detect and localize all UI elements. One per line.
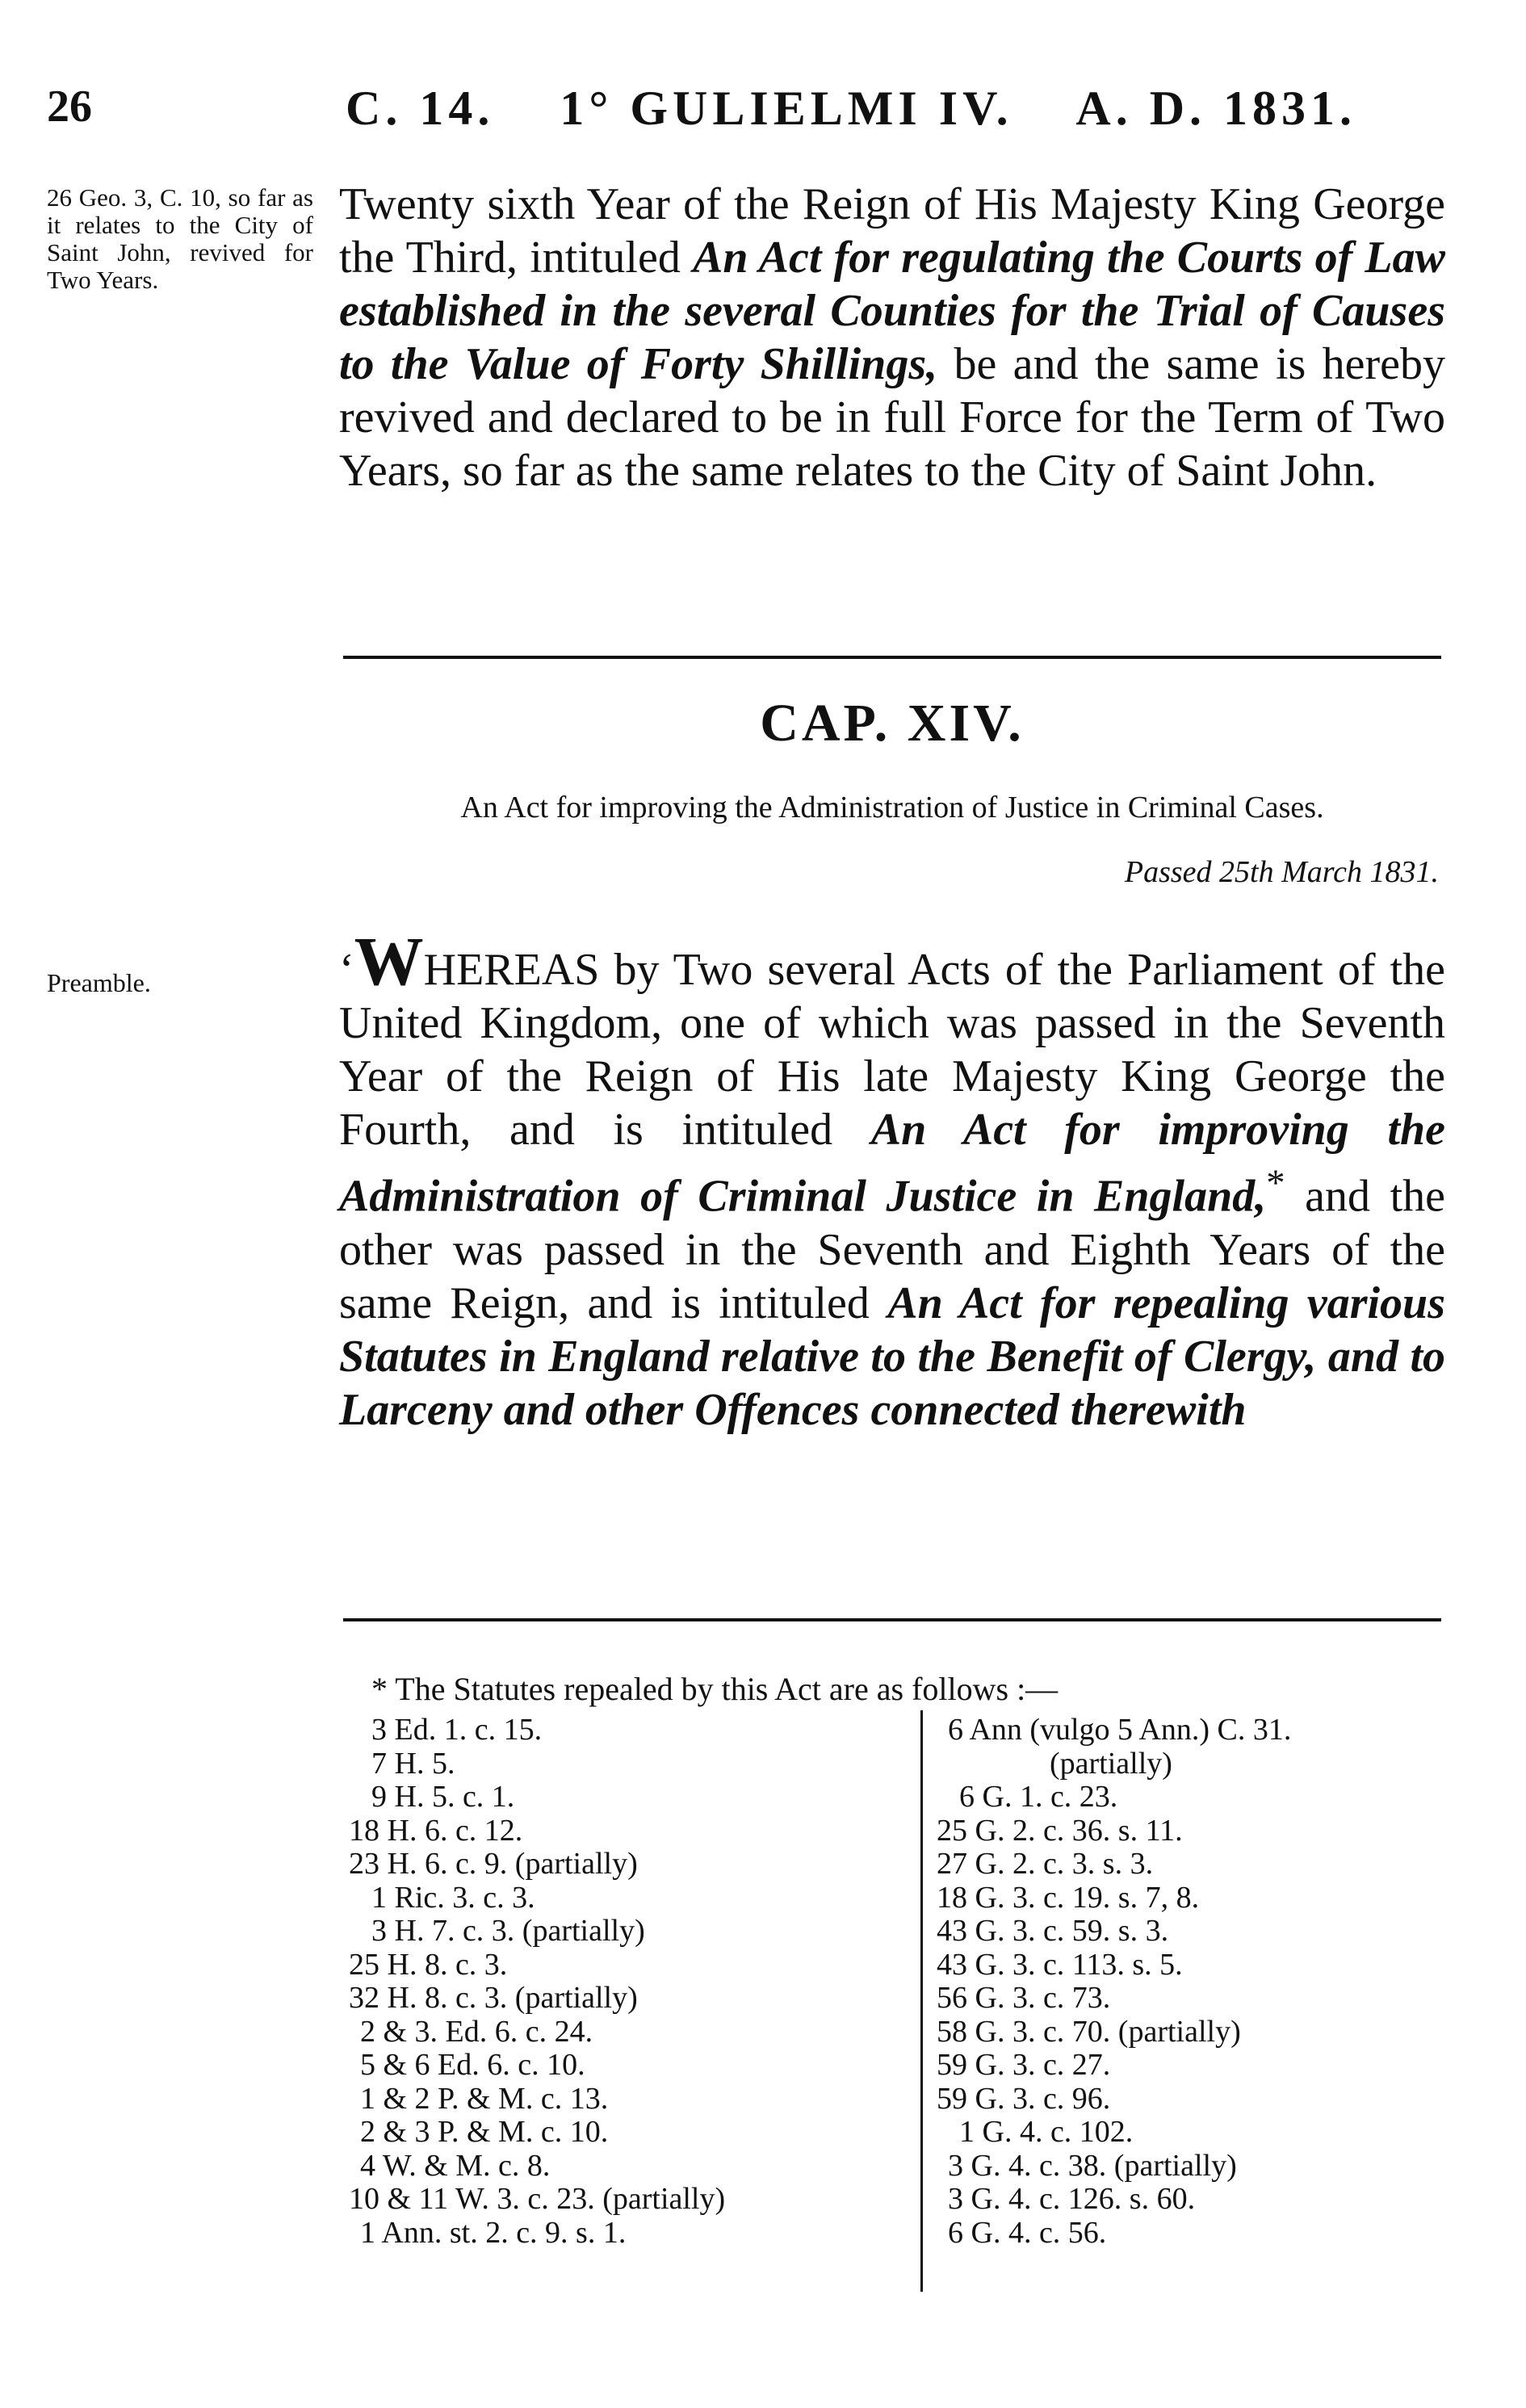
statute-entry: 2 & 3 P. & M. c. 10. (360, 2115, 609, 2149)
statute-entry: 25 H. 8. c. 3. (349, 1947, 508, 1982)
act-title-benefit-of-clergy: An Act for repealing various Statutes in England relative to the Benefit of Clergy, and to Larceny and other Offences connected therewith (339, 1277, 1445, 1435)
statute-entry: 3 Ed. 1. c. 15. (371, 1713, 543, 1747)
statute-entry: 27 G. 2. c. 3. s. 3. (937, 1847, 1154, 1881)
statute-entry: 10 & 11 W. 3. c. 23. (partially) (349, 2182, 726, 2216)
statutes-left-column (349, 1714, 979, 2250)
statute-entry: 4 W. & M. c. 8. (360, 2148, 551, 2183)
statute-entry: 56 G. 3. c. 73. (937, 1981, 1111, 2015)
statute-entry: 59 G. 3. c. 27. (937, 2048, 1111, 2082)
passed-date: Passed 25th March 1831. (1124, 855, 1439, 889)
drop-cap: W (354, 922, 424, 1000)
open-quote: ‘ (339, 945, 354, 995)
statute-entry: 6 G. 1. c. 23. (959, 1780, 1118, 1814)
regnal-year: 1° GULIELMI IV. (560, 82, 1013, 135)
chapter-number: C. 14. (346, 82, 495, 135)
margin-note-preamble: Preamble. (47, 968, 151, 997)
statute-entry: 1 Ann. st. 2. c. 9. s. 1. (360, 2215, 627, 2250)
statute-entry: 58 G. 3. c. 70. (partially) (937, 2014, 1241, 2049)
calendar-year: A. D. 1831. (1075, 82, 1357, 135)
statute-entry: 6 G. 4. c. 56. (948, 2215, 1107, 2250)
statute-entry: 1 G. 4. c. 102. (959, 2115, 1134, 2149)
statute-entry: 25 G. 2. c. 36. s. 11. (937, 1813, 1183, 1848)
paragraph-text: Twenty sixth Year of the Reign of His Majesty King George the Third, intituled (339, 179, 1445, 283)
running-title (346, 81, 1356, 136)
statute-entry: 18 G. 3. c. 19. s. 7, 8. (937, 1880, 1200, 1915)
margin-note-revival: 26 Geo. 3, C. 10, so far as it relates to the City of Saint John, revived for Two Years. (47, 183, 313, 294)
statute-entry: 6 Ann (vulgo 5 Ann.) C. 31. (948, 1713, 1292, 1747)
statute-entry: 9 H. 5. c. 1. (371, 1780, 515, 1814)
first-word: HEREAS (423, 945, 600, 995)
statute-entry: 23 H. 6. c. 9. (partially) (349, 1847, 638, 1881)
statute-entry: 59 G. 3. c. 96. (937, 2081, 1111, 2116)
statute-entry: 32 H. 8. c. 3. (partially) (349, 1981, 638, 2015)
footnote-heading: * The Statutes repealed by this Act are as follows :— (371, 1671, 1059, 1707)
statute-entry: 3 G. 4. c. 126. s. 60. (948, 2182, 1196, 2216)
footnote-marker: * (1266, 1162, 1285, 1204)
preamble-segment: and the other was passed in the Seventh and Eighth Years of the same Reign, and is intituled (339, 1171, 1445, 1328)
act-title-criminal-justice: An Act for improving the Administration of Criminal Justice in England, (339, 1105, 1445, 1222)
statute-entry: 43 G. 3. c. 113. s. 5. (937, 1947, 1183, 1982)
page-number: 26 (47, 82, 92, 132)
paragraph-text: be and the same is hereby revived and declared to be in full Force for the Term of Two Years, so far as the same relates to the City of Saint John. (339, 339, 1445, 496)
statute-entry: 1 Ric. 3. c. 3. (371, 1880, 535, 1915)
running-header (47, 81, 1469, 137)
statute-entry: 7 H. 5. (371, 1746, 455, 1781)
statute-entry: 43 G. 3. c. 59. s. 3. (937, 1914, 1169, 1948)
statute-entry: 3 G. 4. c. 38. (partially) (948, 2148, 1237, 2183)
act-title-courts: An Act for regulating the Courts of Law established in the several Counties for the Trial of Causes to the Value of Forty Shillings, (339, 233, 1445, 389)
statute-entry: (partially) (1050, 1746, 1172, 1781)
statute-entry: 1 & 2 P. & M. c. 13. (360, 2081, 609, 2116)
chapter-heading: CAP. XIV. (760, 694, 1025, 753)
statute-entry: 3 H. 7. c. 3. (partially) (371, 1914, 645, 1948)
footnote-divider (343, 1618, 1441, 1621)
preamble-segment: by Two several Acts of the Parliament of the United Kingdom, one of which was passed in the Seventh Year of the Reign of His late Majesty King George the Fourth, and is intituled (339, 945, 1445, 1155)
act-title: An Act for improving the Administration of Justice in Criminal Cases. (460, 791, 1324, 824)
preamble-text (339, 922, 1445, 1437)
statute-entry: 5 & 6 Ed. 6. c. 10. (360, 2048, 585, 2082)
section-divider (343, 656, 1441, 659)
statute-entry: 2 & 3. Ed. 6. c. 24. (360, 2014, 593, 2049)
statute-entry: 18 H. 6. c. 12. (349, 1813, 523, 1848)
paragraph-revival (339, 178, 1445, 497)
statutes-right-column (937, 1714, 1453, 2250)
